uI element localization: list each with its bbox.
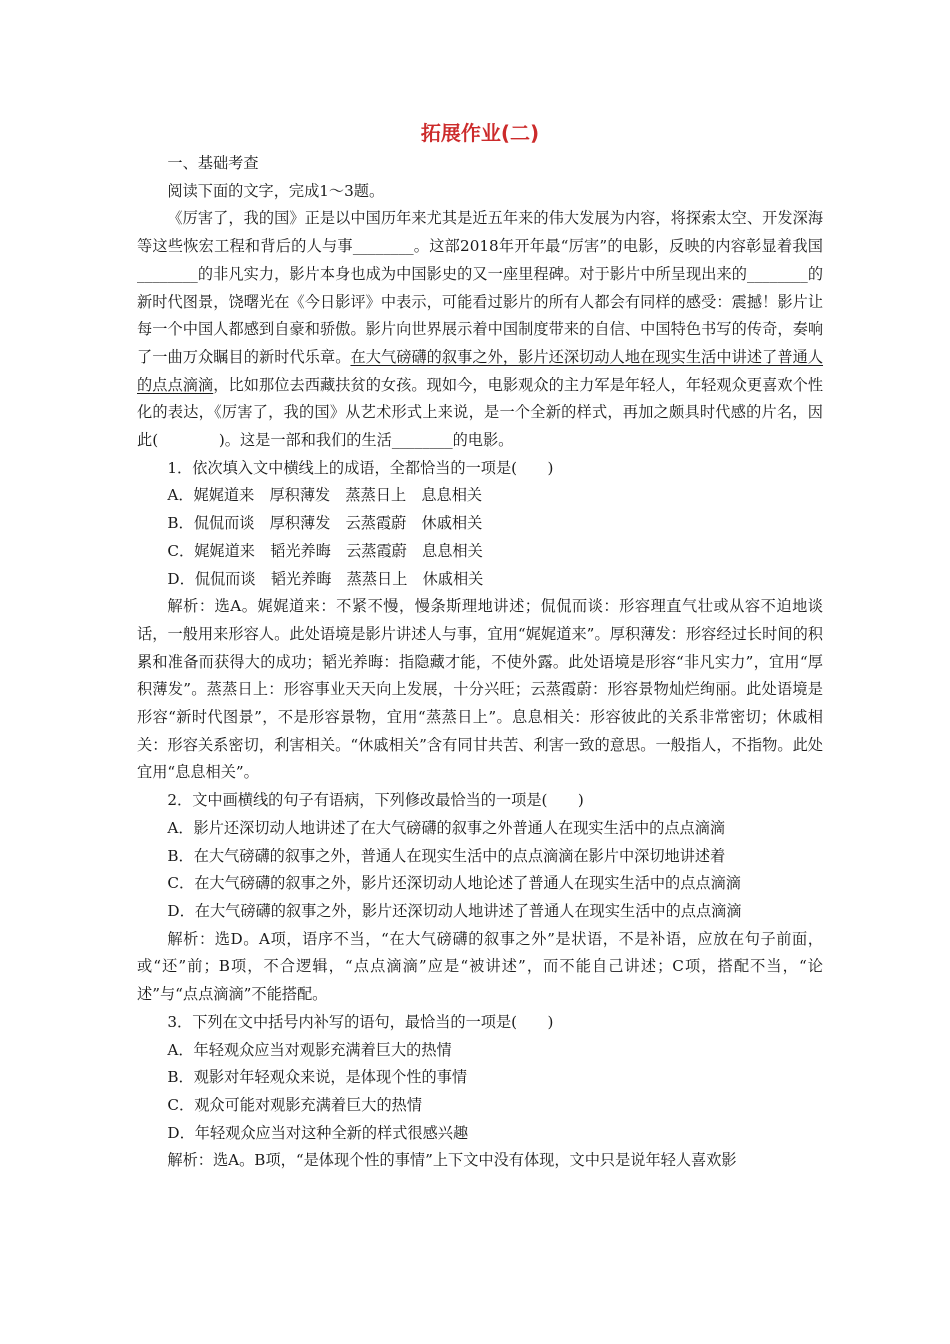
reading-passage	[137, 205, 823, 454]
question-2-option-a: A．影片还深切动人地讲述了在大气磅礴的叙事之外普通人在现实生活中的点点滴滴	[167, 818, 726, 837]
page-title: 拓展作业(二)	[420, 121, 540, 145]
document-page	[137, 118, 823, 1175]
question-2-option-b: B．在大气磅礴的叙事之外，普通人在现实生活中的点点滴滴在影片中深切地讲述着	[167, 846, 726, 865]
question-3-option-c: C．观众可能对观影充满着巨大的热情	[167, 1095, 423, 1114]
passage-text-2: ，比如那位去西藏扶贫的女孩。现如今，电影观众的主力军是年轻人，年轻观众更喜欢个性化的表达，《厉害了，我的国》从艺术形式上来说，是一个全新的样式，再加之颇具时代感的片名，因此( )。这是一部和我们的生活________的电影。	[137, 375, 824, 450]
passage-text-1: 《厉害了，我的国》正是以中国历年来尤其是近五年来的伟大发展为内容，将探索太空、开发深海等这些恢宏工程和背后的人与事________。这部2018年开年最“厉害”的电影，反映的内容彰显着我国________的非凡实力，影片本身也成为中国影史的又一座里程碑。对于影片中所呈现出来的________的新时代图景，饶曙光在《今日影评》中表示，可能看过影片的所有人都会有同样的感受：震撼！影片让每一个中国人都感到自豪和骄傲。影片向世界展示着中国制度带来的自信、中国特色书写的传奇，奏响了一曲万众瞩目的新时代乐章。	[137, 209, 823, 366]
question-1-stem: 1．依次填入文中横线上的成语，全都恰当的一项是( )	[167, 458, 554, 477]
question-2-option-c: C．在大气磅礴的叙事之外，影片还深切动人地论述了普通人在现实生活中的点点滴滴	[167, 874, 741, 893]
question-1-analysis: 解析：选A。娓娓道来：不紧不慢，慢条斯理地讲述；侃侃而谈：形容理直气壮或从容不迫地谈话，一般用来形容人。此处语境是影片讲述人与事，宜用“娓娓道来”。厚积薄发：形容经过长时间的积累和准备而获得大的成功；韬光养晦：指隐藏才能，不使外露。此处语境是形容“非凡实力”，宜用“厚积薄发”。蒸蒸日上：形容事业天天向上发展，十分兴旺；云蒸霞蔚：形容景物灿烂绚丽。此处语境是形容“新时代图景”，不是形容景物，宜用“蒸蒸日上”。息息相关：形容彼此的关系非常密切；休戚相关：形容关系密切，利害相关。“休戚相关”含有同甘共苦、利害一致的意思。一般指人，不指物。此处宜用“息息相关”。	[137, 597, 823, 782]
reading-instruction: 阅读下面的文字，完成1～3题。	[167, 181, 385, 200]
question-3-stem: 3．下列在文中括号内补写的语句，最恰当的一项是( )	[167, 1012, 554, 1031]
section-heading: 一、基础考查	[167, 154, 259, 172]
question-1-option-b: B．侃侃而谈 厚积薄发 云蒸霞蔚 休戚相关	[167, 514, 483, 533]
question-2-stem: 2．文中画横线的句子有语病，下列修改最恰当的一项是( )	[167, 791, 584, 810]
question-3-option-a: A．年轻观众应当对观影充满着巨大的热情	[167, 1040, 452, 1059]
question-3-analysis: 解析：选A。B项，“是体现个性的事情”上下文中没有体现，文中只是说年轻人喜欢影	[167, 1151, 737, 1170]
question-3-option-d: D．年轻观众应当对这种全新的样式很感兴趣	[167, 1123, 469, 1142]
question-1-option-a: A．娓娓道来 厚积薄发 蒸蒸日上 息息相关	[167, 486, 483, 505]
underlined-sentence: 在大气磅礴的叙事之外，影片还深切动人地在现实生活中讲述了普通人的点点滴滴	[137, 347, 824, 394]
question-1-option-d: D．侃侃而谈 韬光养晦 蒸蒸日上 休戚相关	[167, 569, 484, 588]
question-3-option-b: B．观影对年轻观众来说，是体现个性的事情	[167, 1068, 468, 1087]
question-2-option-d: D．在大气磅礴的叙事之外，影片还深切动人地讲述了普通人在现实生活中的点点滴滴	[167, 901, 742, 920]
question-1-option-c: C．娓娓道来 韬光养晦 云蒸霞蔚 息息相关	[167, 541, 483, 560]
question-2-analysis: 解析：选D。A项，语序不当，“在大气磅礴的叙事之外”是状语，不是补语，应放在句子前面，或“还”前；B项，不合逻辑，“点点滴滴”应是“被讲述”，而不能自己讲述；C项，搭配不当，“论述”与“点点滴滴”不能搭配。	[137, 929, 823, 1004]
